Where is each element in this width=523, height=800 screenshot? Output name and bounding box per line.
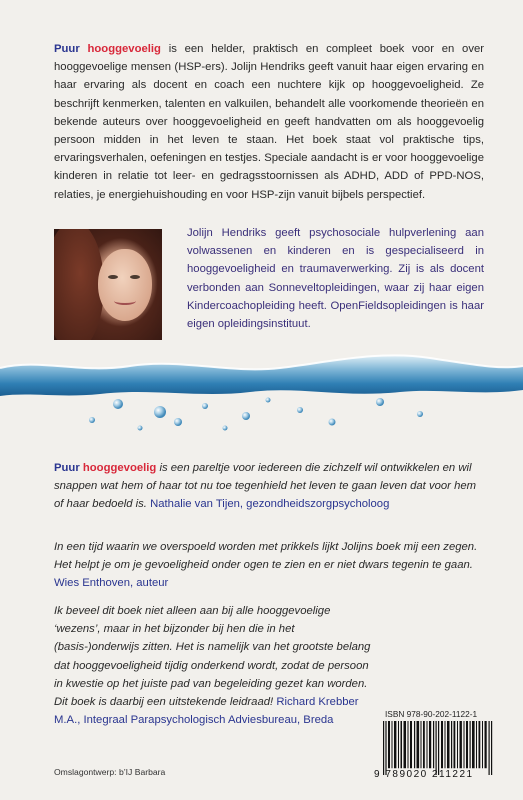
- review-quote-3: [54, 602, 374, 729]
- author-bio: Jolijn Hendriks geeft psychosociale hulpverlening aan volwassenen en kinderen en is gespecialiseerd in hooggevoeligheid en traumaverwerking. Zij is als docent verbonden aan Sonneveltopleidingen, waar zij haar eigen Kindercoachopleiding heeft. OpenFieldsopleidingen is haar eigen opleidingsinstituut.: [187, 227, 484, 331]
- review-quote-2: [54, 538, 484, 593]
- brand-word-hooggevoelig: hooggevoelig: [87, 43, 161, 55]
- brand-word-hooggevoelig: hooggevoelig: [82, 462, 157, 474]
- quote-author: Richard Krebber M.A., Integraal Parapsychologisch Adviesbureau, Breda: [54, 696, 359, 727]
- isbn-number: ISBN 978-90-202-1122-1: [385, 709, 478, 719]
- quote-author: Nathalie van Tijen, gezondheidszorgpsycholoog: [150, 498, 390, 511]
- author-photo: [54, 229, 162, 340]
- cover-design-credit: Omslagontwerp: b’IJ Barbara: [54, 767, 166, 777]
- barcode-digits: 9 789020 211221: [374, 769, 474, 780]
- intro-paragraph: [54, 40, 484, 204]
- water-splash-image: [0, 340, 523, 436]
- review-quote-1: [54, 459, 484, 514]
- quote-author: Wies Enthoven, auteur: [54, 577, 169, 590]
- quote-text: In een tijd waarin we overspoeld worden met prikkels lijkt Jolijns boek mij een zegen. Het helpt je om je gevoeligheid onder ogen te zien en er niet dwars tegenin te gaan.: [54, 541, 478, 572]
- brand-word-puur: Puur: [54, 462, 80, 474]
- intro-text: is een helder, praktisch en compleet boek voor en over hooggevoelige mensen (HSP-ers). Jolijn Hendriks geeft vanuit haar eigen ervaring en haar ervaring als docent en coach een nuchtere kijk op hooggevoeligheid. Ze beschrijft kenmerken, talenten en valkuilen, behandelt alle voorkomende theorieën en bekende auteurs over hooggevoeligheid en geeft handvatten om als hooggevoelig persoon midden in het leven te staan. Het boek staat vol praktische tips, ervaringsverhalen, oefeningen en testjes. Speciale aandacht is er voor hooggevoelige kinderen in relatie tot leer- en gedragsstoornissen als ADHD, ADD of PPD-NOS, relaties, je energiehuishouding en voor HSP-zijn vanuit bijbels perspectief.: [54, 43, 485, 201]
- barcode: [381, 721, 501, 775]
- quote-text: is een pareltje voor iedereen die zichzelf wil ontwikkelen en wil snappen wat hem of haar tot nu toe tegenhield het leven te gaan leven dat voor hem of haar bedoeld is.: [54, 462, 477, 511]
- quote-text: Ik beveel dit boek niet alleen aan bij alle hooggevoelige ‘wezens’, maar in het bijzonder bij hen die in het (basis-)onderwijs zitten. Het is namelijk van het grootste belang dat hooggevoeligheid tijdig onderkend wordt, zodat de persoon in kwestie op het juiste pad van begeleiding gezet kan worden. Dit boek is daarbij een uitstekende leidraad!: [54, 605, 371, 709]
- brand-word-puur: Puur: [54, 43, 80, 55]
